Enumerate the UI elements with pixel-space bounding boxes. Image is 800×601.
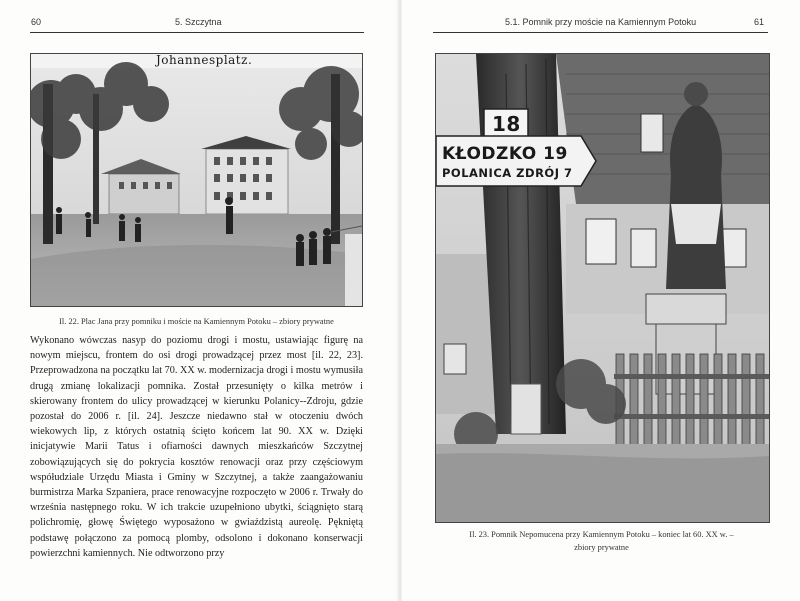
historic-postcard-photo [30,53,363,307]
statue-photo [435,53,770,523]
figure-23-caption-line-2: zbiory prywatne [574,543,629,552]
road-sign-line-2: POLANICA ZDRÓJ 7 [442,166,573,180]
left-page-number: 60 [31,17,42,27]
figure-23-caption-line-1: Il. 23. Pomnik Nepomucena przy Kamiennym Potoku – koniec lat 60. XX w. – [469,530,734,539]
left-running-head: 5. Szczytna [175,17,222,27]
right-running-head: 5.1. Pomnik przy moście na Kamiennym Potoku [505,17,697,27]
body-paragraph [30,333,363,561]
right-header-rule [433,32,768,33]
right-page-number: 61 [754,17,765,27]
right-page [402,0,800,601]
photo-printed-title: Johannesplatz. [156,53,253,67]
road-sign-number: 18 [492,112,521,136]
left-page [0,0,398,601]
body-paragraph-text: Wykonano wówczas nasyp do poziomu drogi i mostu, ustawiając figurę na nowym miejscu, frontem do osi drogi prowadzącej przez most [il. 22, 23]. Przeprowadzona na początku lat 70. XX w. modernizacja drogi i mostu wymusiła drugą zmianę lokalizacji pomnika. Został przesunięty o kilka metrów i skierowany frontem do ulicy prowadzącej w kierunku Polanicy--Zdroju, gdzie pozostał do 2006 r. [il. 24]. Jeszcze niedawno stał w otoczeniu dwóch wiekowych lip, z których ostatnią ścięto końcem lat 90. XX w. Dzięki inicjatywie Marii Tatus i ofiarności dawnych mieszkańców Szczytnej zobowiązujących się do pokrycia kosztów renowacji oraz przy częściowym współudziale Urzędu Miasta i Gminy w Szczytnej, a także zaangażowaniu burmistrza Marka Szpaniera, prace renowacyjne rozpoczęto w 2006 r. Trwały do września następnego roku. W ich trakcie uzupełniono ubytki, ściągnięto starą polichromię, głowę Świętego wyposażono w gwiaździstą aureolę. Pękniętą podstawę połączono za pomocą plomby, odsolono i dokonano konserwacji powierzchni kamiennych. Nie odtworzono przy [30,335,363,559]
left-header-rule [30,32,364,33]
figure-22-caption: Il. 22. Plac Jana przy pomniku i moście na Kamiennym Potoku – zbiory prywatne [59,317,334,326]
road-sign-line-1: KŁODZKO 19 [442,144,568,164]
